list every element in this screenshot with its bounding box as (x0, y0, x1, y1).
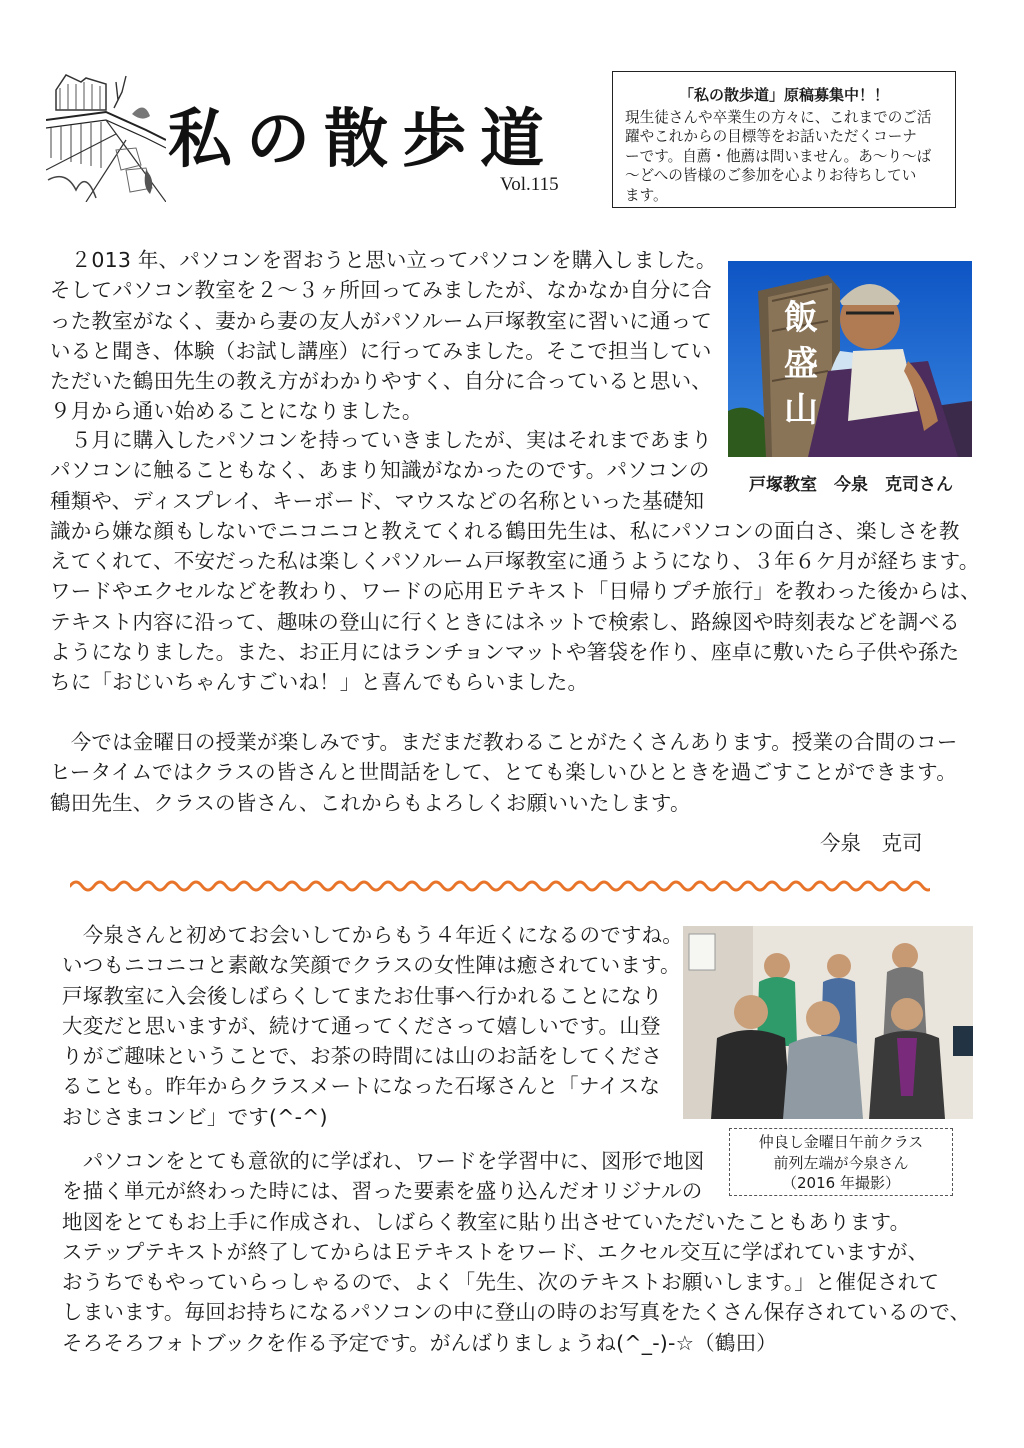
text-line: ようになりました。また、お正月にはランチョンマットや箸袋を作り、座卓に敷いたら子供や孫た (50, 640, 960, 665)
notice-body (625, 108, 945, 205)
street-sketch-illustration (46, 70, 166, 202)
response-paragraph-1 (62, 920, 962, 1132)
article-paragraph-1 (50, 245, 960, 427)
text-line: 地図をとてもお上手に作成され、しばらく教室に貼り出させていただいたこともあります。 (62, 1209, 911, 1234)
submission-notice-box (612, 71, 956, 208)
text-line: ることも。昨年からクラスメートになった石塚さんと「ナイスな (62, 1074, 661, 1099)
text-line: パソコンに触ることもなく、あまり知識がなかったのです。パソコンの (50, 458, 710, 483)
text-line: おじさまコンビ」です(^-^) (62, 1104, 328, 1129)
caption-line: 仲良し金曜日午前クラス (758, 1133, 924, 1151)
sign-char: 飯 (784, 298, 818, 338)
caption-line: 前列左端が今泉さん (773, 1153, 909, 1172)
text-line: いつもニコニコと素敵な笑顔でクラスの女性陣は癒されています。 (62, 953, 681, 978)
notice-line: 躍やこれからの目標等をお話いただくコーナ (625, 128, 917, 146)
text-line: パソコンをとても意欲的に学ばれ、ワードを学習中に、図形で地図 (62, 1149, 705, 1173)
text-line: ワードやエクセルなどを教わり、ワードの応用Ｅテキスト「日帰りプチ旅行」を教わった後からは、 (50, 579, 981, 604)
text-line: いると聞き、体験（お試し講座）に行ってみました。そこで担当してい (50, 338, 712, 363)
notice-line: 現生徒さんや卒業生の方々に、これまでのご活 (625, 109, 932, 126)
article-paragraph-2 (50, 425, 981, 698)
text-line: 今泉さんと初めてお会いしてからもう４年近くになるのですね。 (62, 923, 683, 947)
text-line: そしてパソコン教室を２～３ヶ所回ってみましたが、なかなか自分に合 (50, 278, 712, 303)
text-line: 鶴田先生、クラスの皆さん、これからもよろしくお願いいたします。 (50, 790, 691, 815)
text-line: 今では金曜日の授業が楽しみです。まだまだ教わることがたくさんあります。授業の合間のコー (50, 730, 958, 754)
text-line: 識から嫌な顔もしないでニコニコと教えてくれる鶴田先生は、私にパソコンの面白さ、楽しさを教 (50, 518, 960, 543)
text-line: 戸塚教室に入会後しばらくしてまたお仕事へ行かれることになり (62, 983, 663, 1008)
wavy-divider (70, 876, 930, 896)
text-line: ５月に購入したパソコンを持っていきましたが、実はそれまであまり (50, 428, 712, 452)
volume-number: Vol.115 (500, 174, 559, 195)
response-paragraph-2 (62, 1146, 971, 1358)
photo-caption-1: 戸塚教室 今泉 克司さん (749, 475, 953, 495)
sign-char: 盛 (784, 344, 818, 384)
notice-title: 「私の散歩道」原稿募集中！！ (678, 86, 889, 104)
notice-line: ーです。自薦・他薦は問いません。あ〜り〜ば (625, 147, 932, 165)
text-line: りがご趣味ということで、お茶の時間には山のお話をしてくださ (62, 1044, 662, 1069)
article-paragraph-3 (50, 727, 960, 818)
notice-line: 〜どへの皆様のご参加を心よりお待ちしてい (625, 167, 917, 185)
text-line: ちに「おじいちゃんすごいね！」と喜んでもらいました。 (50, 670, 589, 695)
text-line: おうちでもやっていらっしゃるので、よく「先生、次のテキストお願いします。」と催促されて (62, 1270, 940, 1295)
text-line: しまいます。毎回お持ちになるパソコンの中に登山の時のお写真をたくさん保存されているので、 (62, 1300, 971, 1325)
text-line: えてくれて、不安だった私は楽しくパソルーム戸塚教室に通うようになり、３年６ケ月が経ちます。 (50, 549, 980, 574)
text-line: ヒータイムではクラスの皆さんと世間話をして、とても楽しいひとときを過ごすことができます。 (50, 760, 957, 785)
text-line: ただいた鶴田先生の教え方がわかりやすく、自分に合っていると思い、 (50, 369, 712, 394)
text-line: ステップテキストが終了してからはＥテキストをワード、エクセル交互に学ばれていますが、 (62, 1239, 929, 1264)
notice-line: ます。 (625, 186, 668, 204)
text-line: ２013 年、パソコンを習おうと思い立ってパソコンを購入しました。 (50, 248, 717, 272)
text-line: 種類や、ディスプレイ、キーボード、マウスなどの名称といった基礎知 (50, 488, 705, 513)
text-line: そろそろフォトブックを作る予定です。がんばりましょうね(^_-)-☆（鶴田） (62, 1330, 777, 1355)
sign-char: 山 (784, 390, 818, 430)
text-line: ９月から通い始めることになりました。 (50, 399, 423, 424)
text-line: った教室がなく、妻から妻の友人がパソルーム戸塚教室に習いに通って (50, 308, 712, 333)
text-line: 大変だと思いますが、続けて通ってくださって嬉しいです。山登 (62, 1013, 661, 1038)
caption-line: （2016 年撮影） (782, 1174, 900, 1192)
text-line: テキスト内容に沿って、趣味の登山に行くときにはネットで検索し、路線図や時刻表などを調べる (50, 609, 960, 634)
newsletter-title: 私の散歩道 (168, 102, 558, 177)
text-line: を描く単元が終わった時には、習った要素を盛り込んだオリジナルの (62, 1179, 703, 1204)
author-signature: 今泉 克司 (820, 831, 923, 855)
